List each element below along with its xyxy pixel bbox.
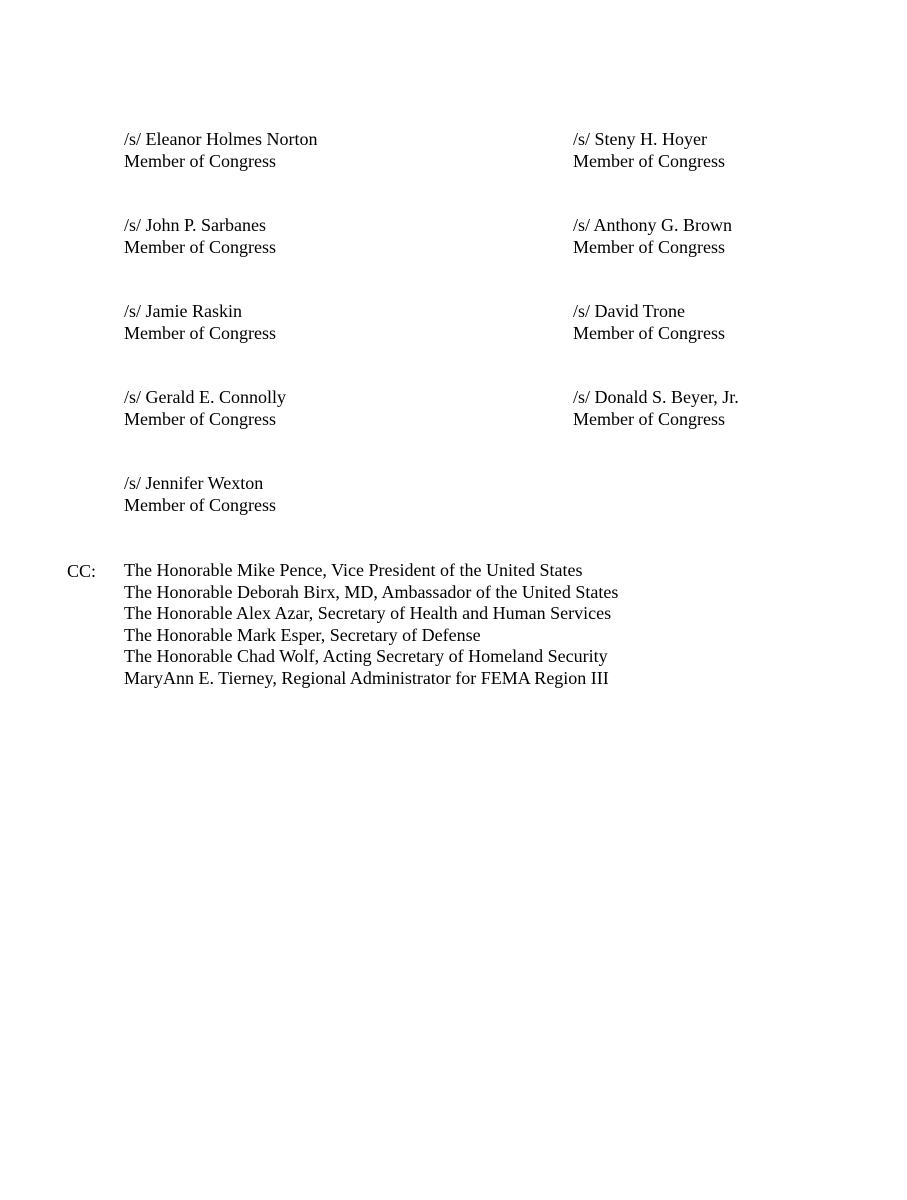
signature-block <box>573 386 739 430</box>
signature-block <box>124 386 286 430</box>
signature-row <box>124 128 824 174</box>
signature-block <box>573 128 725 172</box>
signer-name: /s/ Steny H. Hoyer <box>573 129 707 149</box>
signer-title: Member of Congress <box>573 409 725 429</box>
cc-recipient: The Honorable Alex Azar, Secretary of Health and Human Services <box>124 603 612 624</box>
signer-title: Member of Congress <box>573 151 725 171</box>
signature-block <box>124 128 317 172</box>
signer-name: /s/ Eleanor Holmes Norton <box>124 129 318 149</box>
cc-recipient: The Honorable Chad Wolf, Acting Secretary of Homeland Security <box>124 646 608 667</box>
signer-name: /s/ Anthony G. Brown <box>573 215 733 235</box>
signature-block <box>124 214 276 258</box>
signature-block <box>124 300 276 344</box>
signer-name: /s/ Gerald E. Connolly <box>124 387 286 407</box>
cc-recipient: The Honorable Mike Pence, Vice President of the United States <box>124 560 583 580</box>
signer-title: Member of Congress <box>124 323 276 343</box>
cc-recipient: MaryAnn E. Tierney, Regional Administrator for FEMA Region III <box>124 667 609 688</box>
signer-name: /s/ Jennifer Wexton <box>124 473 264 493</box>
cc-recipient-list <box>124 560 618 690</box>
signer-title: Member of Congress <box>124 151 276 171</box>
signer-name: /s/ Donald S. Beyer, Jr. <box>573 387 739 407</box>
signer-title: Member of Congress <box>124 237 276 257</box>
signature-block <box>573 300 725 344</box>
signer-name: /s/ David Trone <box>573 301 686 321</box>
cc-recipient: The Honorable Deborah Birx, MD, Ambassador of the United States <box>124 581 619 602</box>
signer-name: /s/ John P. Sarbanes <box>124 215 267 235</box>
signature-block <box>124 472 276 516</box>
signature-block <box>573 214 732 258</box>
signature-row <box>124 386 824 432</box>
signer-title: Member of Congress <box>573 237 725 257</box>
cc-label: CC: <box>67 561 97 581</box>
cc-recipient: The Honorable Mark Esper, Secretary of Defense <box>124 624 481 645</box>
signature-row <box>124 300 824 346</box>
signer-title: Member of Congress <box>573 323 725 343</box>
signer-title: Member of Congress <box>124 409 276 429</box>
signature-row <box>124 472 824 518</box>
signer-title: Member of Congress <box>124 495 276 515</box>
signature-row <box>124 214 824 260</box>
signer-name: /s/ Jamie Raskin <box>124 301 242 321</box>
